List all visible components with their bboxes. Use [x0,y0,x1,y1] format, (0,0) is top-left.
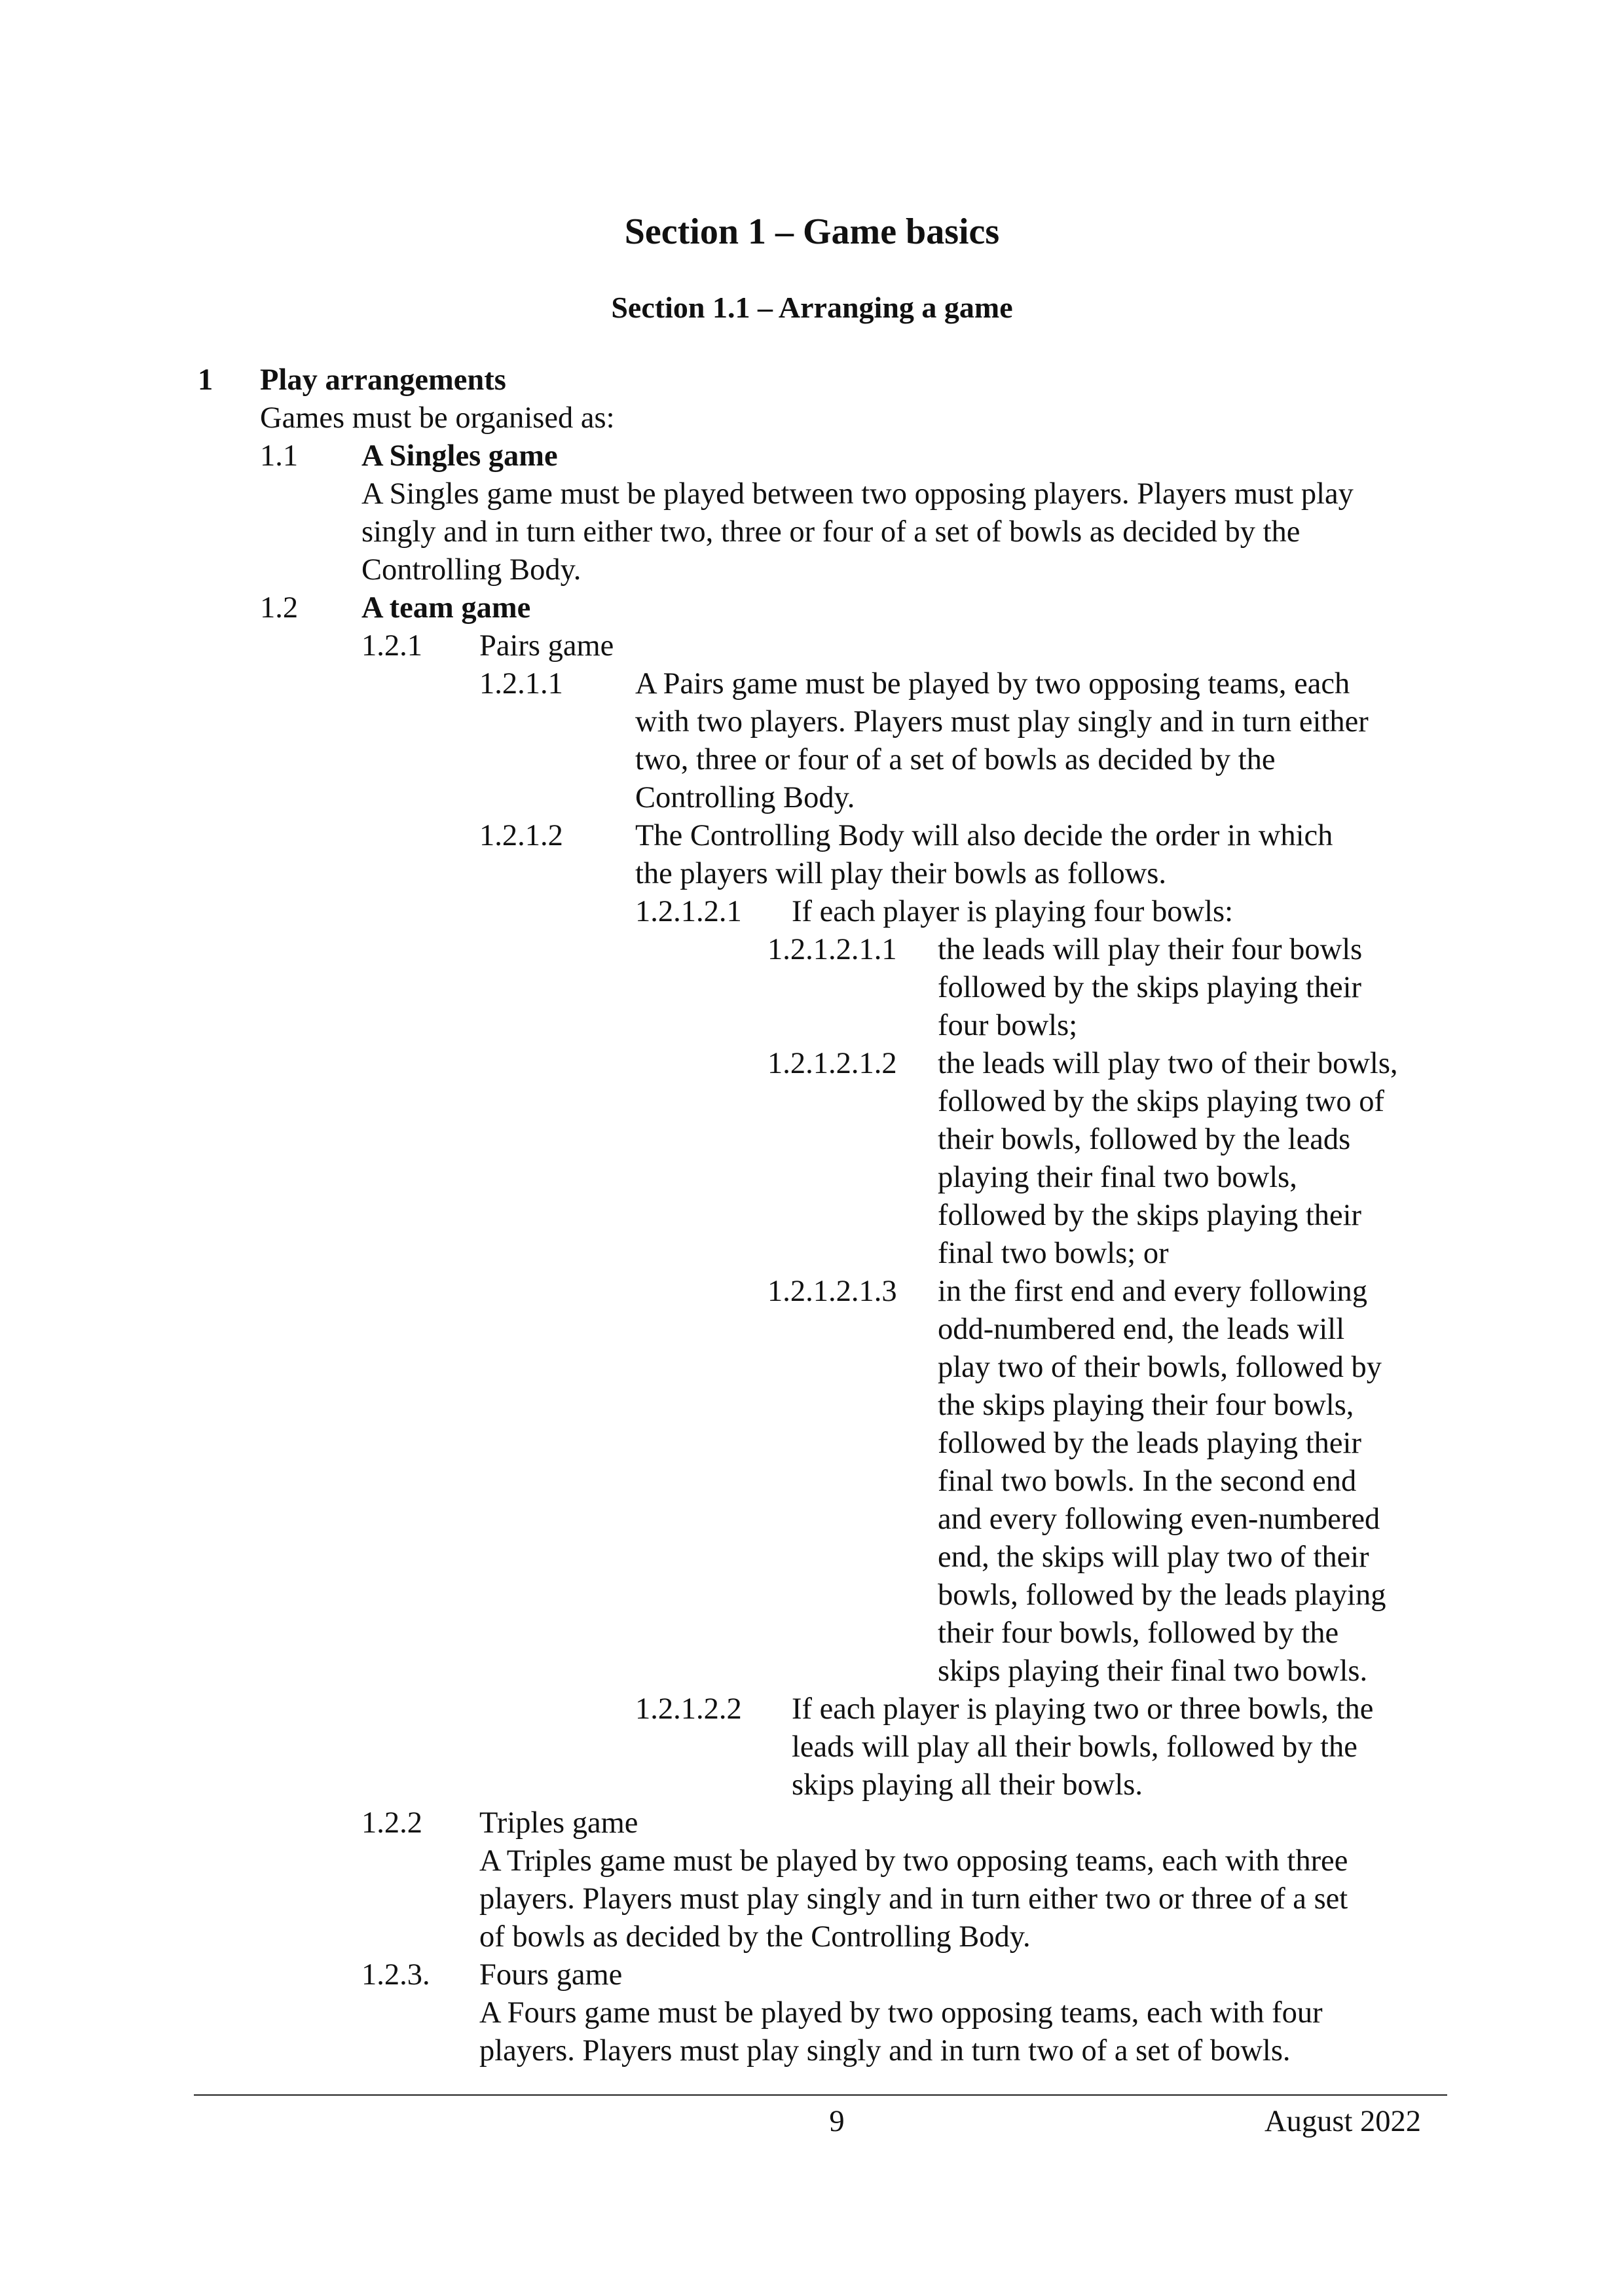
rule-1-2-1-2-1-3-line [0,1463,1624,1501]
rule-title: Play arrangements [260,363,506,397]
rule-text-line: four bowls; [938,1009,1078,1042]
rule-text-line: A Fours game must be played by two opposing teams, each with four [479,1996,1323,2030]
rule-1-2-1-2-1-2-line [0,1197,1624,1235]
rule-text-line: their four bowls, followed by the [938,1616,1339,1650]
rule-1-2-1-2-1-2-line [0,1083,1624,1121]
rule-1-2-1-1-line [0,703,1624,741]
rule-1-2-1-2-1-3-line [0,1387,1624,1425]
rule-text-line: players. Players must play singly and in turn either two or three of a set [479,1882,1348,1916]
rule-1-2-1-2-1-1-line [0,1007,1624,1045]
rule-text-line: the players will play their bowls as follows. [635,857,1167,890]
rule-text-line: skips playing their final two bowls. [938,1654,1368,1688]
rule-text-line: in the first end and every following [938,1275,1367,1308]
rule-text-line: final two bowls; or [938,1237,1169,1270]
rule-number: 1.2.1.2.1 [635,895,742,928]
rule-1-2-1-2-1-1-line [0,931,1624,969]
rule-title: Triples game [479,1806,638,1840]
rule-number: 1 [198,363,213,397]
rule-1-1-line [0,475,1624,513]
rule-1-2-1-2-1-3-line [0,1349,1624,1387]
rule-text-line: A Triples game must be played by two opposing teams, each with three [479,1844,1348,1878]
rule-text-line: of bowls as decided by the Controlling Body. [479,1920,1031,1954]
rule-number: 1.2.1 [361,629,422,663]
rule-1-2-heading [0,589,1624,627]
rule-intro: Games must be organised as: [260,401,615,435]
rule-text-line: followed by the leads playing their [938,1427,1361,1460]
rule-1-2-1-1-line [0,665,1624,703]
rule-title: A Singles game [361,439,558,473]
rule-1-2-1-1-line [0,741,1624,779]
rule-1-2-1-2-1-3-line [0,1273,1624,1311]
rule-text-line: followed by the skips playing two of [938,1085,1384,1118]
rule-1-2-1-1-line [0,779,1624,817]
rule-1-2-1-2-1-3-line [0,1576,1624,1614]
rule-number: 1.2.1.2 [479,819,563,852]
rule-number: 1.1 [260,439,299,473]
rule-number: 1.2 [260,591,299,625]
rule-number: 1.2.1.2.1.1 [767,933,897,966]
rule-1-1-heading [0,437,1624,475]
rule-number: 1.2.1.2.1.3 [767,1275,897,1308]
rule-text-line: playing their final two bowls, [938,1161,1297,1194]
rule-1-2-3-heading [0,1956,1624,1994]
rule-number: 1.2.3. [361,1958,430,1992]
rule-1-2-1-2-1-3-line [0,1652,1624,1690]
rule-1-2-1-2-1-2-line [0,1235,1624,1273]
rule-1-2-2-line [0,1918,1624,1956]
rule-text-line: followed by the skips playing their [938,971,1362,1004]
rule-1-2-1-2-1-3-line [0,1425,1624,1463]
rule-1-2-1-2-1-3-line [0,1614,1624,1652]
rule-text-line: leads will play all their bowls, followed by the [792,1730,1357,1764]
rule-1-heading [0,361,1624,399]
rule-text-line: players. Players must play singly and in turn two of a set of bowls. [479,2034,1291,2068]
rule-text-line: Controlling Body. [361,553,581,587]
rule-title: A team game [361,591,531,625]
rule-text-line: singly and in turn either two, three or four of a set of bowls as decided by the [361,515,1301,549]
rules-body [0,361,1624,2070]
rule-1-2-1-2-1-2-line [0,1045,1624,1083]
rule-1-2-1-2-1-2-line [0,1159,1624,1197]
rule-text-line: bowls, followed by the leads playing [938,1578,1386,1612]
rule-title: Pairs game [479,629,614,663]
rule-1-2-3-line [0,1994,1624,2032]
page-heading: Section 1 – Game basics [624,211,1000,252]
footer-date: August 2022 [1264,2105,1421,2138]
rule-1-2-1-2-1-3-line [0,1311,1624,1349]
rule-number: 1.2.1.2.1.2 [767,1047,897,1080]
rule-1-2-1-heading [0,627,1624,665]
footer-divider [194,2094,1447,2096]
rule-text-line: play two of their bowls, followed by [938,1351,1382,1384]
rule-1-2-1-2-2-line [0,1728,1624,1766]
rule-text-line: their bowls, followed by the leads [938,1123,1351,1156]
rule-1-1-line [0,513,1624,551]
rule-text-line: A Singles game must be played between two opposing players. Players must play [361,477,1354,511]
rule-1-2-1-2-1-1-line [0,969,1624,1007]
rule-text-line: If each player is playing four bowls: [792,895,1234,928]
rule-1-2-1-2-line [0,855,1624,893]
rule-1-2-1-2-line [0,817,1624,855]
rule-text-line: The Controlling Body will also decide the order in which [635,819,1333,852]
rule-1-2-2-line [0,1880,1624,1918]
rule-text-line: skips playing all their bowls. [792,1768,1143,1802]
page-subheading: Section 1.1 – Arranging a game [611,291,1013,324]
rule-1-1-line [0,551,1624,589]
rule-text-line: A Pairs game must be played by two opposing teams, each [635,667,1350,701]
rule-1-intro [0,399,1624,437]
rule-text-line: the leads will play their four bowls [938,933,1363,966]
rule-1-2-1-2-1-2-line [0,1121,1624,1159]
rule-text-line: final two bowls. In the second end [938,1465,1357,1498]
rule-1-2-3-line [0,2032,1624,2070]
rule-1-2-1-2-2-line [0,1690,1624,1728]
rule-text-line: Controlling Body. [635,781,855,814]
rule-1-2-1-2-2-line [0,1766,1624,1804]
rule-1-2-1-2-1-3-line [0,1501,1624,1539]
rule-text-line: If each player is playing two or three bowls, the [792,1692,1374,1726]
rule-text-line: followed by the skips playing their [938,1199,1362,1232]
rule-text-line: and every following even-numbered [938,1503,1380,1536]
rule-number: 1.2.1.1 [479,667,563,701]
rule-text-line: with two players. Players must play singly and in turn either [635,705,1369,738]
rule-text-line: two, three or four of a set of bowls as decided by the [635,743,1276,776]
rule-title: Fours game [479,1958,623,1992]
rule-1-2-1-2-1-line [0,893,1624,931]
page-number: 9 [829,2105,845,2138]
rule-text-line: the leads will play two of their bowls, [938,1047,1398,1080]
rule-text-line: the skips playing their four bowls, [938,1389,1354,1422]
rule-1-2-2-heading [0,1804,1624,1842]
rule-text-line: end, the skips will play two of their [938,1540,1369,1574]
rule-text-line: odd-numbered end, the leads will [938,1313,1345,1346]
rule-1-2-1-2-1-3-line [0,1539,1624,1576]
rule-1-2-2-line [0,1842,1624,1880]
rule-number: 1.2.1.2.2 [635,1692,742,1726]
rule-number: 1.2.2 [361,1806,422,1840]
